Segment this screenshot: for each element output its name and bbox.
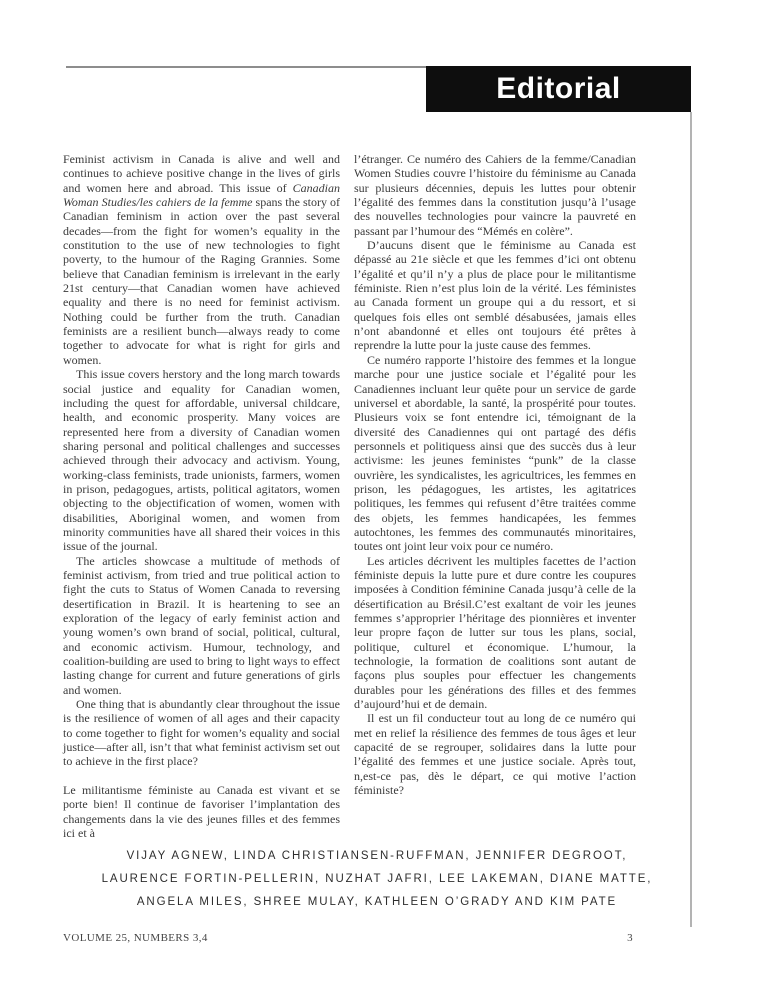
right-rule: [690, 112, 692, 927]
paragraph-english-2: This issue covers herstory and the long march towards social justice and equality for Canadian women, including the quest for affordable, universal childcare, health, and economic prosperity. Many voices are represented here from a diversity of Canadian women sharing personal and political challenges and successes achieved through their advocacy and activism. Young, working-class feminists, trade unionists, farmers, women in prison, pedagogues, artists, political agitators, women objecting to the objectification of women, women with disabilities, Aboriginal women, and women from minority communities have all shared their voices in this issue of the journal.: [63, 367, 340, 554]
article-body: [63, 152, 636, 841]
paragraph-french-1-continued: l’étranger. Ce numéro des Cahiers de la femme/Canadian Women Studies couvre l’histoire du féminisme au Canada sur plusieurs décennies, depuis les luttes pour obtenir l’égalité des femmes dans la constitution jusqu’à l’usage des nouvelles technologies pour vaincre la pauvreté en passant par l’humour des “Mémés en colère”.: [354, 152, 636, 238]
paragraph-english-1: [63, 152, 340, 367]
authors-block: [63, 845, 691, 914]
paragraph-french-5: Il est un fil conducteur tout au long de ce numéro qui met en relief la résilience des femmes de tous âges et leur capacité de se regrouper, solidaires dans la lutte pour l’égalité des femmes et une justice sociale. Après tout, n,est-ce pas, dès le départ, ce qui motive l’action féministe?: [354, 711, 636, 798]
paragraph-french-3: Ce numéro rapporte l’histoire des femmes et la longue marche pour une justice sociale et l’égalité pour les Canadiennes incluant leur quête pour un service de garde universel et abordable, la santé, la prospérité pour toutes. Plusieurs voix se font entendre ici, témoignant de la diversité des Canadiennes qui ont partagé des défis personnels et politiquess ainsi que des succès dus à leur activisme: les jeunes feministes “punk” de la classe ouvrière, les syndicalistes, les agricultrices, les femmes en prison, les pédagogues, les artistes, les agitatrices politiques, les femmes qui refusent d’être traitées comme des objets, les femmes handicapées, les femmes autochtones, les femmes des communautés minoritaires, toutes ont joint leur voix pour ce numéro.: [354, 352, 636, 554]
right-column: [354, 152, 636, 841]
paragraph-text: spans the story of Canadian feminism in action over the past several decades—from the fight for women’s equality in the constitution to the use of new technologies to fight poverty, to the humour of the Raging Grannies. Some believe that Canadian feminism is irrelevant in the early 21st century—that Canadian women have achieved equality and there is no need for feminist activism. Nothing could be further from the truth. Canadian feminists are a resilient bunch—always ready to come together to advocate for what is right for girls and women.: [63, 195, 340, 367]
journal-title-italic: Canadian Woman Studies/les cahiers de la femme: [63, 180, 340, 210]
author-line-3: ANGELA MILES, SHREE MULAY, KATHLEEN O’GRADY AND KIM PATE: [136, 896, 618, 908]
author-line-2: LAURENCE FORTIN-PELLERIN, NUZHAT JAFRI, LEE LAKEMAN, DIANE MATTE,: [101, 873, 653, 885]
paragraph-french-1: Le militantisme féministe au Canada est vivant et se porte bien! Il continue de favoriser l’implantation des changements dans la vie des jeunes filles et des femmes ici et à: [63, 783, 340, 841]
page-title: Editorial: [496, 72, 621, 105]
paragraph-french-4: Les articles décrivent les multiples facettes de l’action féministe depuis la lutte pure et dure contre les coupures imposées à Condition féminine Canada jusqu’à celle de la désertification au Brésil.C’est exaltant de voir les jeunes femmes s’approprier l’héritage des pionnières et inventer leur propre façon de lutter sur tous les plans, social, politique, culturel et économique. L’humour, la technologie, la formation de coalitions sont autant de façons plus souples pour effectuer les changements durables pour les générations des filles et des femmes d’aujourd’hui et de demain.: [354, 553, 636, 712]
paragraph-french-2: D’aucuns disent que le féminisme au Canada est dépassé au 21e siècle et que les femmes d’ici ont obtenu l’égalité et qu’il n’y a plus de place pour le militantisme féministe. Rien n’est plus loin de la vérité. Les féministes au Canada forment un groupe qui a du ressort, et si quelques fois elles ont semblé désabusées, jamais elles n’ont abandonné et elles ont toujours été prêtes à reprendre la lutte pour la juste cause des femmes.: [354, 238, 636, 353]
author-line-1: VIJAY AGNEW, LINDA CHRISTIANSEN-RUFFMAN, JENNIFER DEGROOT,: [126, 850, 628, 862]
page-footer: [63, 932, 633, 944]
editorial-banner: [426, 66, 691, 112]
volume-label: VOLUME 25, NUMBERS 3,4: [63, 932, 208, 944]
paragraph-english-3: The articles showcase a multitude of methods of feminist activism, from tried and true political action to fight the cuts to Status of Women Canada to reversing desertification in Brazil. It is heartening to see an exploration of the legacy of early feminist action and young women’s own brand of social, political, cultural, and economic activism. Humour, technology, and coalition-building are used to bring to light ways to effect lasting change for current and future generations of girls and women.: [63, 553, 340, 697]
left-column: [63, 152, 340, 841]
paragraph-text: Feminist activism in Canada is alive and well and continues to achieve positive change in the lives of girls and women here and abroad. This issue of: [63, 152, 340, 195]
paragraph-english-4: One thing that is abundantly clear throughout the issue is the resilience of women of all ages and their capacity to come together to fight for women’s equality and social justice—after all, isn’t that what feminist activism set out to achieve in the first place?: [63, 697, 340, 769]
page-number: 3: [627, 932, 633, 944]
